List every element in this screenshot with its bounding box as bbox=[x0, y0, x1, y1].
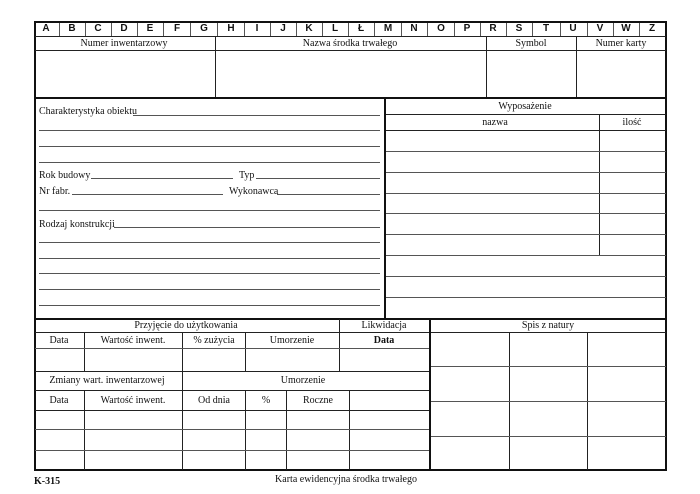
letter: Ł bbox=[357, 23, 365, 34]
changes-roczne-header: Roczne bbox=[303, 395, 333, 406]
letter: A bbox=[42, 23, 50, 34]
letter: T bbox=[542, 23, 550, 34]
typ-label: Typ bbox=[239, 170, 255, 181]
changes-data-header: Data bbox=[49, 395, 69, 406]
changes-umorzenie-title: Umorzenie bbox=[280, 375, 326, 386]
likwidacja-title: Likwidacja bbox=[361, 320, 407, 331]
letter: K bbox=[305, 23, 313, 34]
letter: H bbox=[227, 23, 235, 34]
letter: G bbox=[200, 23, 208, 34]
letter: U bbox=[569, 23, 577, 34]
wykonawca-label: Wykonawca bbox=[229, 186, 279, 197]
letter: W bbox=[621, 23, 631, 34]
letter: C bbox=[94, 23, 102, 34]
nazwa-header: nazwa bbox=[482, 117, 508, 128]
acceptance-zuzycie-header: % zużycia bbox=[193, 335, 235, 346]
letter: S bbox=[515, 23, 523, 34]
letter: E bbox=[146, 23, 154, 34]
spis-title: Spis z natury bbox=[521, 320, 575, 331]
wyposazenie-title: Wyposażenie bbox=[498, 101, 552, 112]
form-caption: Karta ewidencyjna środka trwałego bbox=[275, 474, 417, 485]
symbol-label: Symbol bbox=[515, 38, 547, 49]
changes-procent-header: % bbox=[261, 395, 271, 406]
letter: J bbox=[280, 23, 286, 34]
acceptance-umorzenie-header: Umorzenie bbox=[269, 335, 315, 346]
letter: D bbox=[120, 23, 128, 34]
letter: V bbox=[596, 23, 604, 34]
rodzaj-konstrukcji-label: Rodzaj konstrukcji bbox=[39, 219, 115, 230]
rok-budowy-label: Rok budowy bbox=[39, 170, 91, 181]
letter: P bbox=[463, 23, 471, 34]
liquidation-data-header: Data bbox=[373, 335, 395, 346]
letter: L bbox=[331, 23, 339, 34]
numer-inwentarzowy-label: Numer inwentarzowy bbox=[80, 38, 168, 49]
letter: B bbox=[68, 23, 76, 34]
letter: R bbox=[489, 23, 497, 34]
zmiany-title: Zmiany wart. inwentarzowej bbox=[49, 375, 165, 386]
numer-karty-label: Numer karty bbox=[595, 38, 647, 49]
nazwa-srodka-label: Nazwa środka trwałego bbox=[302, 38, 398, 49]
letter: Z bbox=[648, 23, 656, 34]
changes-wartosc-header: Wartość inwent. bbox=[100, 395, 166, 406]
charakterystyka-label: Charakterystyka obiektu bbox=[39, 106, 138, 117]
form-code: K-315 bbox=[34, 476, 61, 487]
letter: F bbox=[173, 23, 181, 34]
nr-fabr-label: Nr fabr. bbox=[39, 186, 71, 197]
letter: N bbox=[410, 23, 418, 34]
letter: M bbox=[383, 23, 393, 34]
ilosc-header: ilość bbox=[622, 117, 642, 128]
acceptance-wartosc-header: Wartość inwent. bbox=[100, 335, 166, 346]
letter: O bbox=[437, 23, 445, 34]
przyjecie-title: Przyjęcie do użytkowania bbox=[134, 320, 238, 331]
changes-od-dnia-header: Od dnia bbox=[198, 395, 230, 406]
acceptance-data-header: Data bbox=[49, 335, 69, 346]
letter: I bbox=[255, 23, 259, 34]
